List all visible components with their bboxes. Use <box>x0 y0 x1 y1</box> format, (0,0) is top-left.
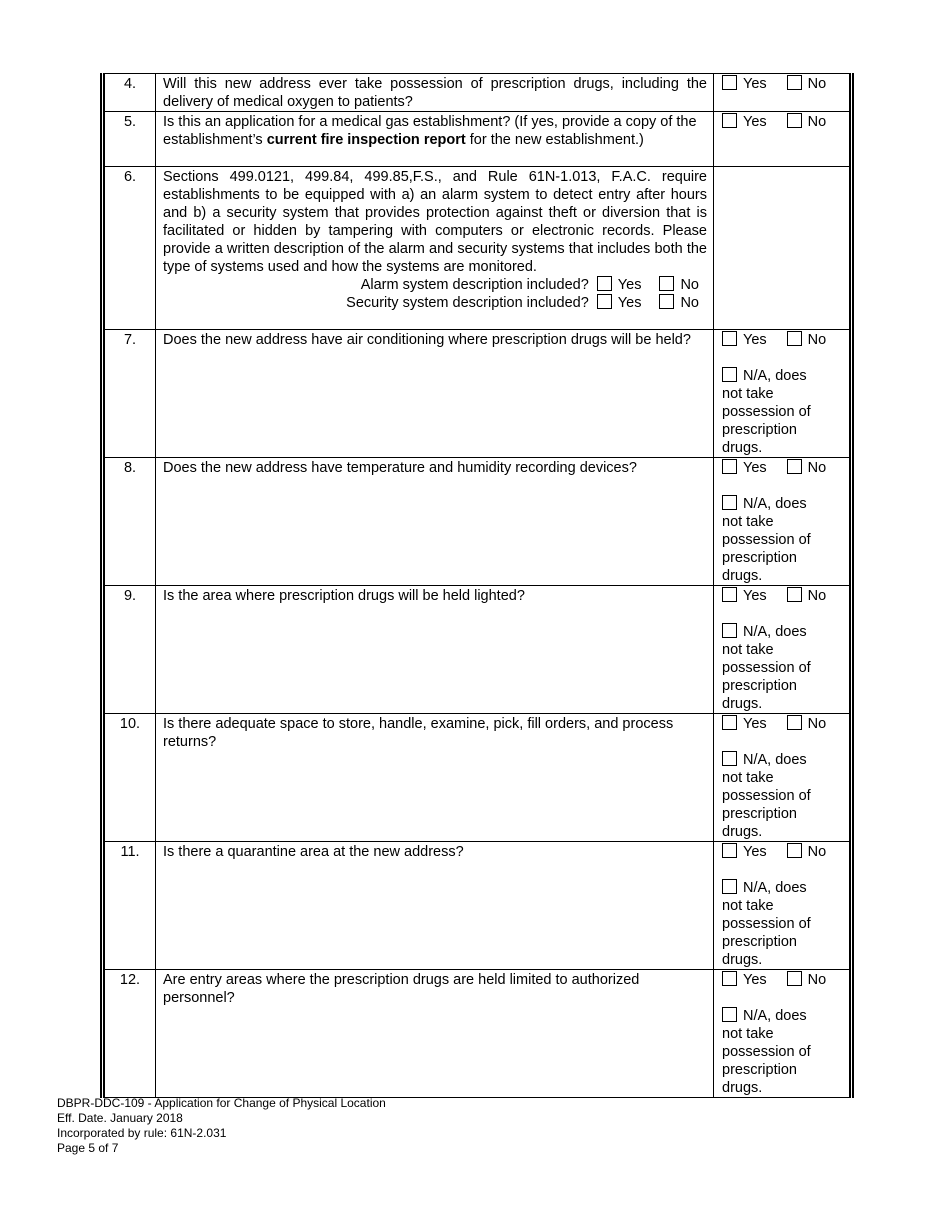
na-option <box>722 751 845 841</box>
question-number: 11. <box>103 842 156 970</box>
no-label: No <box>807 972 827 988</box>
na-label: drugs. <box>722 824 763 840</box>
alarm-description-label: Alarm system description included? <box>360 277 589 293</box>
question-row-5 <box>103 112 852 167</box>
no-checkbox[interactable] <box>787 75 802 90</box>
yes-label: Yes <box>743 972 767 988</box>
na-label: possession of <box>722 916 811 932</box>
na-checkbox[interactable] <box>722 623 737 638</box>
na-checkbox[interactable] <box>722 751 737 766</box>
alarm-description-line <box>163 276 707 294</box>
question-text: Does the new address have temperature and humidity recording devices? <box>156 458 714 586</box>
question-text: Is there a quarantine area at the new address? <box>156 842 714 970</box>
yes-checkbox[interactable] <box>722 113 737 128</box>
question-text <box>156 112 714 167</box>
na-label: drugs. <box>722 952 763 968</box>
answer-cell <box>714 74 852 112</box>
no-checkbox[interactable] <box>787 459 802 474</box>
yes-label: Yes <box>617 295 642 311</box>
question-text: Does the new address have air conditioning where prescription drugs will be held? <box>156 330 714 458</box>
page-footer <box>57 1096 386 1156</box>
yes-checkbox[interactable] <box>722 75 737 90</box>
question-row-6 <box>103 167 852 330</box>
yes-label: Yes <box>743 716 767 732</box>
question-number: 12. <box>103 970 156 1098</box>
no-checkbox[interactable] <box>787 331 802 346</box>
na-label: possession of <box>722 532 811 548</box>
na-label: not take <box>722 770 774 786</box>
question-text: Are entry areas where the prescription drugs are held limited to authorized personnel? <box>156 970 714 1098</box>
na-label: possession of <box>722 788 811 804</box>
question-number: 9. <box>103 586 156 714</box>
na-label: not take <box>722 514 774 530</box>
question-number: 8. <box>103 458 156 586</box>
no-checkbox[interactable] <box>787 113 802 128</box>
na-label: not take <box>722 1026 774 1042</box>
footer-effective-date: Eff. Date. January 2018 <box>57 1111 183 1125</box>
answer-cell <box>714 842 852 970</box>
yes-label: Yes <box>743 844 767 860</box>
na-checkbox[interactable] <box>722 367 737 382</box>
na-option <box>722 495 845 585</box>
na-label: N/A, does <box>743 368 807 384</box>
no-label: No <box>807 460 827 476</box>
na-label: prescription <box>722 1062 797 1078</box>
na-label: prescription <box>722 422 797 438</box>
no-label: No <box>807 716 827 732</box>
na-label: possession of <box>722 1044 811 1060</box>
questionnaire-table <box>100 73 854 1098</box>
security-description-line <box>163 294 707 312</box>
no-label: No <box>807 114 827 130</box>
question-row-10 <box>103 714 852 842</box>
yes-checkbox[interactable] <box>722 459 737 474</box>
yes-label: Yes <box>617 277 642 293</box>
na-label: prescription <box>722 678 797 694</box>
na-label: drugs. <box>722 1080 763 1096</box>
alarm-yes-checkbox[interactable] <box>597 276 612 291</box>
na-label: N/A, does <box>743 1008 807 1024</box>
question-row-11 <box>103 842 852 970</box>
question-number: 5. <box>103 112 156 167</box>
no-checkbox[interactable] <box>787 587 802 602</box>
answer-cell <box>714 112 852 167</box>
yes-checkbox[interactable] <box>722 715 737 730</box>
no-checkbox[interactable] <box>787 971 802 986</box>
na-label: N/A, does <box>743 496 807 512</box>
answer-cell <box>714 970 852 1098</box>
na-label: possession of <box>722 660 811 676</box>
answer-cell <box>714 586 852 714</box>
yes-label: Yes <box>743 114 767 130</box>
question-number: 6. <box>103 167 156 330</box>
yes-label: Yes <box>743 588 767 604</box>
na-label: N/A, does <box>743 624 807 640</box>
na-label: not take <box>722 386 774 402</box>
no-checkbox[interactable] <box>787 843 802 858</box>
na-label: prescription <box>722 550 797 566</box>
na-label: drugs. <box>722 568 763 584</box>
na-checkbox[interactable] <box>722 495 737 510</box>
footer-page-number: Page 5 of 7 <box>57 1141 119 1155</box>
question-text: Is there adequate space to store, handle, examine, pick, fill orders, and process returns? <box>156 714 714 842</box>
na-label: drugs. <box>722 440 763 456</box>
question-text: Is the area where prescription drugs will be held lighted? <box>156 586 714 714</box>
question-text-part: for the new establishment.) <box>465 132 644 148</box>
question-text-cell <box>156 167 714 330</box>
question-number: 7. <box>103 330 156 458</box>
na-label: prescription <box>722 934 797 950</box>
question-row-7 <box>103 330 852 458</box>
na-option <box>722 879 845 969</box>
na-label: N/A, does <box>743 752 807 768</box>
na-label: possession of <box>722 404 811 420</box>
no-label: No <box>680 295 699 311</box>
fire-inspection-report-emphasis: current fire inspection report <box>266 132 466 148</box>
na-checkbox[interactable] <box>722 1007 737 1022</box>
na-checkbox[interactable] <box>722 879 737 894</box>
no-checkbox[interactable] <box>787 715 802 730</box>
no-label: No <box>807 76 827 92</box>
footer-form-title: DBPR-DDC-109 - Application for Change of Physical Location <box>57 1096 386 1110</box>
yes-label: Yes <box>743 76 767 92</box>
yes-label: Yes <box>743 460 767 476</box>
yes-checkbox[interactable] <box>722 971 737 986</box>
question-text: Will this new address ever take possession of prescription drugs, including the delivery of medical oxygen to patients? <box>156 74 714 112</box>
yes-label: Yes <box>743 332 767 348</box>
question-number: 4. <box>103 74 156 112</box>
yes-checkbox[interactable] <box>722 331 737 346</box>
security-no-checkbox[interactable] <box>659 294 674 309</box>
question-text-part: Is this an application for a medical gas establishment? (If yes, provide a copy of the establishment’s <box>163 114 697 148</box>
question-number: 10. <box>103 714 156 842</box>
no-label: No <box>807 332 827 348</box>
no-label: No <box>680 277 699 293</box>
yes-checkbox[interactable] <box>722 843 737 858</box>
no-label: No <box>807 844 827 860</box>
alarm-no-checkbox[interactable] <box>659 276 674 291</box>
na-label: N/A, does <box>743 880 807 896</box>
na-option <box>722 623 845 713</box>
question-row-8 <box>103 458 852 586</box>
na-label: not take <box>722 642 774 658</box>
na-option <box>722 367 845 457</box>
answer-cell <box>714 330 852 458</box>
answer-cell <box>714 167 852 330</box>
footer-rule: Incorporated by rule: 61N-2.031 <box>57 1126 227 1140</box>
na-label: not take <box>722 898 774 914</box>
question-row-9 <box>103 586 852 714</box>
question-row-12 <box>103 970 852 1098</box>
question-row-4 <box>103 74 852 112</box>
yes-checkbox[interactable] <box>722 587 737 602</box>
question-text: Sections 499.0121, 499.84, 499.85,F.S., and Rule 61N-1.013, F.A.C. require establishments to be equipped with a) an alarm system to detect entry after hours and b) a security system that provides protection against theft or diversion that is facilitated or hidden by tampering with computers or electronic records. Please provide a written description of the alarm and security systems that includes both the type of systems used and how the systems are monitored. <box>163 169 707 275</box>
security-description-label: Security system description included? <box>346 295 589 311</box>
answer-cell <box>714 714 852 842</box>
no-label: No <box>807 588 827 604</box>
security-yes-checkbox[interactable] <box>597 294 612 309</box>
na-label: drugs. <box>722 696 763 712</box>
answer-cell <box>714 458 852 586</box>
na-option <box>722 1007 845 1097</box>
na-label: prescription <box>722 806 797 822</box>
